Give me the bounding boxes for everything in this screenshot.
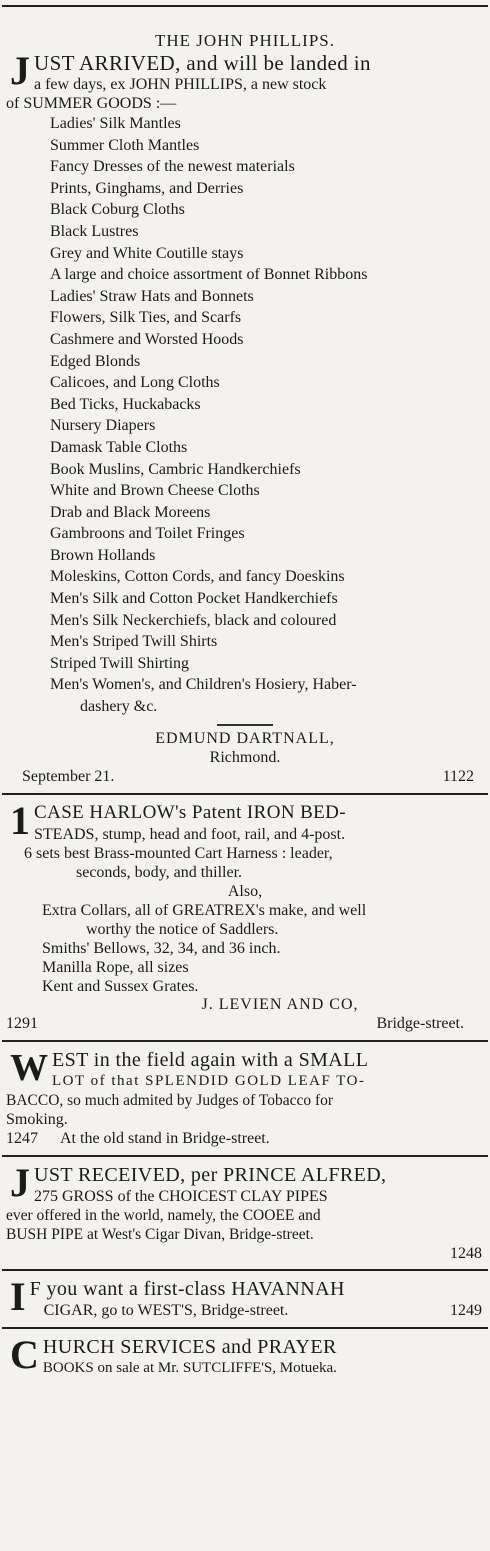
ad-footer [6,1129,484,1149]
list-item: Cashmere and Worsted Hoods [50,330,244,348]
ad-footer [30,1301,484,1321]
list-item: Ladies' Silk Mantles [50,115,181,132]
list-item: Bed Ticks, Huckabacks [50,395,201,413]
ad-line: 6 sets best Brass-mounted Cart Harness : leader, [24,844,333,862]
ad-church-services [0,1335,490,1378]
ad-line: CASE HARLOW's Patent IRON BED- [34,801,347,823]
list-item: Edged Blonds [50,352,141,370]
list-item: White and Brown Cheese Cloths [50,482,260,500]
short-divider [217,724,273,726]
drop-initial: J [10,51,30,93]
ad-number: 1291 [6,1014,38,1032]
drop-initial: I [10,1276,26,1319]
drop-initial: J [10,1162,30,1205]
newspaper-column [0,5,490,1551]
ad-separator [2,1155,488,1157]
ad-line: STEADS, stump, head and foot, rail, and 4-post. [34,825,346,843]
list-item: Fancy Dresses of the newest materials [50,158,295,176]
ad-line: ever offered in the world, namely, the COOEE and [6,1206,321,1224]
ad-lead-2: a few days, ex JOHN PHILLIPS, a new stock [34,76,327,93]
list-item: Black Lustres [50,222,139,240]
ad-line: BUSH PIPE at West's Cigar Divan, Bridge-street. [6,1225,314,1243]
ad-footer [6,1014,484,1034]
list-item: Gambroons and Toilet Fringes [50,525,245,543]
ad-levien [0,801,490,1034]
list-item: Ladies' Straw Hats and Bonnets [50,287,254,305]
ad-number: 1122 [442,767,474,785]
ad-lead-3: of SUMMER GOODS :— [6,95,177,112]
list-item: Men's Silk Neckerchiefs, black and coloured [50,611,337,629]
ad-west-tobacco [0,1048,490,1149]
ad-line: Smiths' Bellows, 32, 34, and 36 inch. [42,939,281,957]
ad-heading: THE JOHN PHILLIPS. [155,31,335,50]
ad-west-cigar [0,1277,490,1321]
advertiser-name: EDMUND DARTNALL, [155,729,335,747]
ad-number: 1247 [6,1129,38,1147]
list-item: Nursery Diapers [50,417,156,435]
ad-separator [2,793,488,795]
list-item: Flowers, Silk Ties, and Scarfs [50,309,242,327]
list-item: Men's Silk and Cotton Pocket Handkerchiefs [50,590,338,608]
ad-line: BOOKS on sale at Mr. SUTCLIFFE'S, Motueka. [42,1359,337,1376]
ad-separator [2,1327,488,1329]
ad-line: worthy the notice of Saddlers. [86,920,279,938]
list-item: Drab and Black Moreens [50,503,211,521]
ad-lead: UST ARRIVED, and will be landed in [34,51,371,75]
ad-line: UST RECEIVED, per PRINCE ALFRED, [34,1163,387,1186]
drop-initial: 1 [10,800,30,843]
list-item: Prints, Ginghams, and Derries [50,179,244,197]
ad-date: September 21. [22,767,115,785]
list-item: Striped Twill Shirting [50,654,190,672]
ad-west-pipes [0,1163,490,1263]
drop-initial: C [10,1334,39,1377]
ad-line: Smoking. [6,1110,68,1128]
ad-line: Manilla Rope, all sizes [42,958,189,976]
ad-separator [2,1269,488,1271]
ad-john-phillips [0,31,490,787]
drop-initial: W [10,1047,48,1089]
list-item: Brown Hollands [50,546,156,564]
list-item: Summer Cloth Mantles [50,136,200,154]
list-item: A large and choice assortment of Bonnet Ribbons [50,266,368,284]
list-item: Calicoes, and Long Cloths [50,374,220,392]
list-item: Black Coburg Cloths [50,201,185,219]
goods-list [6,113,484,718]
list-item: Book Muslins, Cambric Handkerchiefs [50,460,301,478]
ad-line: EST in the field again with a SMALL [52,1048,369,1071]
list-item: Moleskins, Cotton Cords, and fancy Doeskins [50,568,345,586]
ad-line: BACCO, so much admited by Judges of Tobacco for [6,1091,334,1109]
list-item: Damask Table Cloths [50,438,188,456]
ad-line: HURCH SERVICES and PRAYER [42,1335,337,1358]
ad-also: Also, [227,882,263,900]
ad-line: LOT of that SPLENDID GOLD LEAF TO- [52,1072,366,1089]
ad-location: At the old stand in Bridge-street. [60,1129,270,1147]
top-rule [2,5,488,7]
ad-line: F you want a first-class HAVANNAH [29,1277,345,1300]
advertiser-name: J. LEVIEN AND CO, [201,995,359,1013]
list-item: Grey and White Coutille stays [50,244,244,262]
advertiser-place: Bridge-street. [376,1014,464,1032]
ad-line: seconds, body, and thiller. [76,863,243,881]
ad-line: Kent and Sussex Grates. [42,977,199,995]
ad-number: 1249 [450,1301,482,1319]
list-item: Men's Striped Twill Shirts [50,633,218,651]
ad-line: Extra Collars, all of GREATREX's make, and well [42,901,367,919]
ad-line: CIGAR, go to WEST'S, Bridge-street. [43,1301,289,1319]
ad-number: 1248 [450,1244,482,1262]
ad-line: 275 GROSS of the CHOICEST CLAY PIPES [34,1187,328,1205]
ad-separator [2,1040,488,1042]
advertiser-place: Richmond. [209,748,281,766]
list-item: Men's Women's, and Children's Hosiery, Haber- [50,676,357,694]
list-item-continuation: dashery &c. [80,698,158,716]
ad-footer [6,767,484,787]
